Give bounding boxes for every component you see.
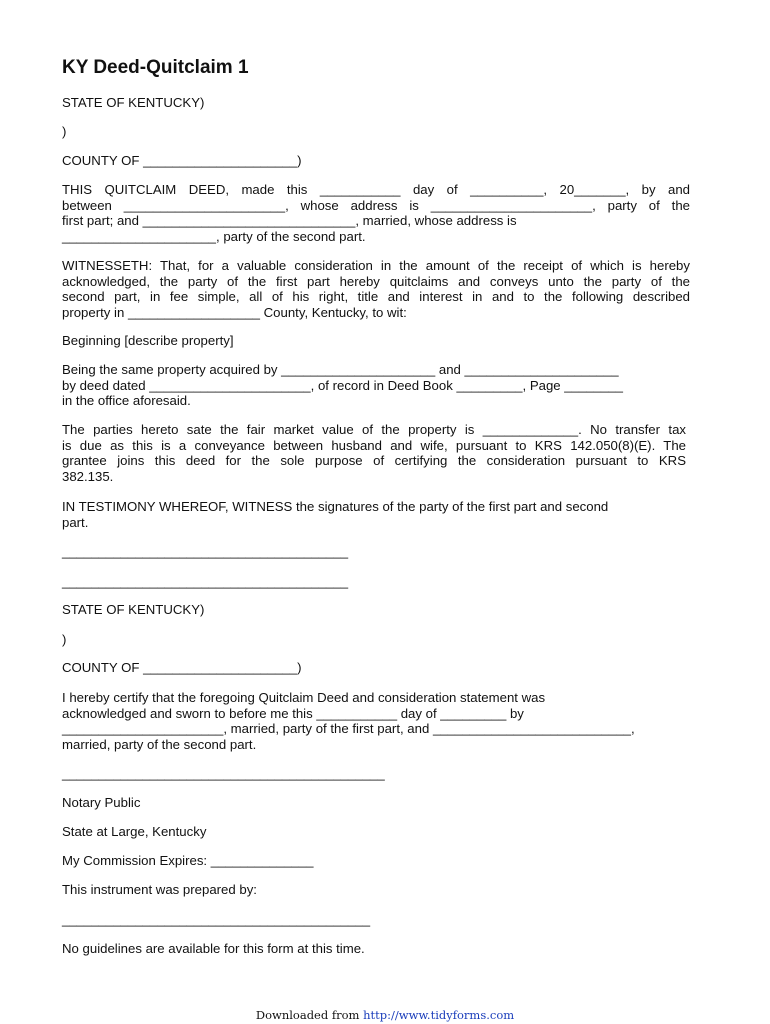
witnesseth-line: second part, in fee simple, all of his right, title and interest in and to the following described <box>62 289 690 305</box>
value-line: The parties hereto sate the fair market value of the property is _____________. No transfer tax <box>62 422 686 437</box>
value-line: grantee joins this deed for the sole purpose of certifying the consideration pursuant to KRS <box>62 453 686 469</box>
testimony-line: part. <box>62 514 89 530</box>
beginning-line: Beginning [describe property] <box>62 333 234 348</box>
signature-line: _______________________________________ <box>62 574 349 589</box>
deed-line: between ______________________, whose address is ______________________, party of the <box>62 197 690 213</box>
commission-expires-line: My Commission Expires: ______________ <box>62 853 314 868</box>
value-line: 382.135. <box>62 468 114 484</box>
witnesseth-line: WITNESSETH: That, for a valuable consideration in the amount of the receipt of which is hereby <box>62 258 690 273</box>
value-paragraph <box>62 422 686 484</box>
download-link[interactable]: http://www.tidyforms.com <box>363 1008 515 1022</box>
state-line: STATE OF KENTUCKY) <box>62 95 205 110</box>
certify-line: married, party of the second part. <box>62 736 257 752</box>
acquired-line: in the office aforesaid. <box>62 393 191 409</box>
paren-line: ) <box>62 632 67 647</box>
deed-line: THIS QUITCLAIM DEED, made this ___________ day of __________, 20_______, by and <box>62 182 690 197</box>
certify-paragraph <box>62 690 694 752</box>
signature-line: _______________________________________ <box>62 544 349 559</box>
paren-line: ) <box>62 124 67 139</box>
witnesseth-line: acknowledged, the party of the first part hereby quitclaims and conveys unto the party of the <box>62 273 690 289</box>
deed-paragraph <box>62 182 690 244</box>
deed-line: first part; and _____________________________, married, whose address is <box>62 213 517 229</box>
notary-signature-line: ____________________________________________ <box>62 766 385 781</box>
notary-public-label: Notary Public <box>62 795 141 810</box>
state-line: STATE OF KENTUCKY) <box>62 602 205 617</box>
county-line: COUNTY OF _____________________) <box>62 660 302 675</box>
no-guidelines-note: No guidelines are available for this form at this time. <box>62 941 365 956</box>
testimony-paragraph <box>62 499 690 530</box>
certify-line: acknowledged and sworn to before me this ___________ day of _________ by <box>62 705 524 721</box>
witnesseth-line: property in __________________ County, Kentucky, to wit: <box>62 304 407 320</box>
download-prefix: Downloaded from <box>255 1008 360 1022</box>
prepared-by-label: This instrument was prepared by: <box>62 882 257 897</box>
prepared-by-line: __________________________________________ <box>62 912 371 927</box>
certify-line: ______________________, married, party of the first part, and ___________________________, <box>62 721 635 737</box>
witnesseth-paragraph <box>62 258 690 320</box>
acquired-paragraph <box>62 362 682 409</box>
acquired-line: by deed dated ______________________, of record in Deed Book _________, Page ________ <box>62 377 623 393</box>
testimony-line: IN TESTIMONY WHEREOF, WITNESS the signatures of the party of the first part and second <box>62 499 609 514</box>
download-footer <box>0 1008 770 1022</box>
certify-line: I hereby certify that the foregoing Quitclaim Deed and consideration statement was <box>62 690 546 705</box>
county-line: COUNTY OF _____________________) <box>62 153 302 168</box>
deed-line: _____________________, party of the second part. <box>62 228 366 244</box>
state-at-large-label: State at Large, Kentucky <box>62 824 207 839</box>
value-line: is due as this is a conveyance between husband and wife, pursuant to KRS 142.050(8)(E). The <box>62 437 686 453</box>
document-title: KY Deed-Quitclaim 1 <box>62 57 249 78</box>
acquired-line: Being the same property acquired by _____________________ and _____________________ <box>62 362 619 377</box>
